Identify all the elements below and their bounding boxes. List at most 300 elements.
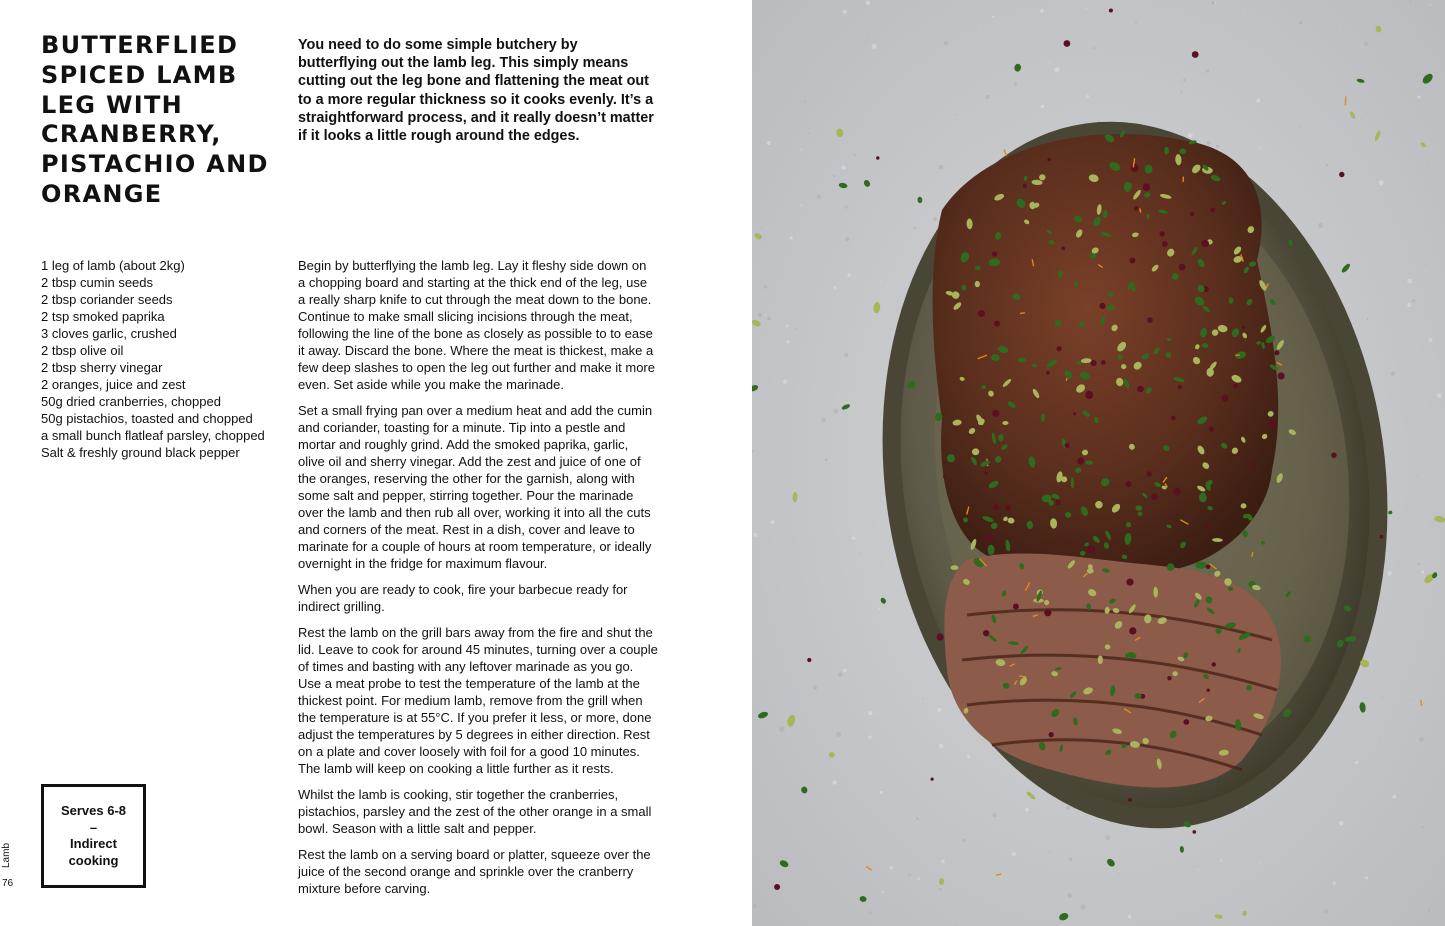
method-line: marinate for a couple of hours at room temperature, or ideally: [298, 539, 652, 554]
cranberry-piece: [931, 778, 934, 781]
serves-box: [41, 784, 146, 888]
intro-line: cutting out the leg bone and flattening the meat out: [298, 73, 649, 90]
cloth-fleck: [786, 325, 789, 328]
ingredient-item: 2 tsp smoked paprika: [41, 309, 165, 324]
cloth-fleck: [841, 165, 845, 169]
intro-line: to a more regular thickness so it cooks evenly. It’s a: [298, 91, 654, 108]
section-label: Lamb: [1, 842, 12, 868]
cloth-fleck: [1206, 69, 1209, 72]
method-line: The lamb will keep on cooking a little further as it rests.: [298, 761, 614, 776]
cranberry-piece: [1206, 565, 1211, 570]
method-line: When you are ready to cook, fire your barbecue ready for: [298, 582, 628, 597]
cloth-fleck: [1417, 563, 1420, 566]
cranberry-piece: [1049, 732, 1054, 737]
cranberry-piece: [1151, 493, 1158, 500]
method-line: juice of the second orange and sprinkle over the cranberry: [298, 864, 634, 879]
cloth-fleck: [1412, 299, 1415, 302]
cranberry-piece: [1109, 9, 1113, 13]
method-line: bowl. Season with a little salt and pepper.: [298, 821, 537, 836]
cloth-fleck: [805, 815, 807, 817]
cloth-fleck: [1430, 4, 1432, 6]
cranberry-piece: [1209, 426, 1214, 431]
cloth-fleck: [1239, 13, 1241, 15]
method-paragraph: [298, 402, 678, 572]
cloth-fleck: [1410, 699, 1412, 701]
cloth-fleck: [767, 317, 771, 321]
cloth-fleck: [913, 227, 916, 230]
cloth-fleck: [825, 458, 828, 461]
cranberry-piece: [1278, 372, 1285, 379]
method-line: lid. Leave to cook for around 45 minutes, turning over a couple: [298, 642, 658, 657]
intro-line: straightforward process, and it really doesn’t matter: [298, 109, 654, 126]
cloth-fleck: [936, 885, 937, 886]
cranberry-piece: [1130, 258, 1136, 264]
method-line: a chopping board and starting at the thick end of the leg, use: [298, 275, 648, 290]
cloth-fleck: [753, 533, 757, 537]
cranberry-piece: [1129, 627, 1136, 634]
cloth-fleck: [1135, 21, 1137, 23]
cranberry-piece: [876, 156, 879, 159]
cloth-fleck: [1181, 91, 1183, 93]
ingredient-item: 2 oranges, juice and zest: [41, 377, 186, 392]
cloth-fleck: [859, 553, 861, 555]
cloth-fleck: [1419, 737, 1424, 742]
ingredient-item: a small bunch flatleaf parsley, chopped: [41, 428, 265, 443]
cranberry-piece: [1005, 505, 1010, 510]
cloth-fleck: [821, 418, 825, 422]
cloth-fleck: [838, 672, 843, 677]
cloth-fleck: [761, 226, 763, 228]
cranberry-piece: [992, 251, 997, 256]
cranberry-piece: [1126, 579, 1133, 586]
cranberry-piece: [1125, 481, 1131, 487]
method-line: even. Set aside while you make the marinade.: [298, 377, 564, 392]
cloth-fleck: [1392, 795, 1396, 799]
method-paragraph: [298, 257, 678, 393]
cloth-fleck: [767, 141, 771, 145]
cranberry-piece: [1147, 317, 1153, 323]
cloth-fleck: [1128, 915, 1132, 919]
method-line: Begin by butterflying the lamb leg. Lay it fleshy side down on: [298, 258, 647, 273]
cloth-fleck: [1299, 126, 1301, 128]
cranberry-piece: [1091, 360, 1097, 366]
method-line: Use a meat probe to test the temperature of the lamb at the: [298, 676, 640, 691]
cloth-fleck: [1014, 82, 1017, 85]
cloth-fleck: [1183, 79, 1186, 82]
cloth-fleck: [1256, 98, 1260, 102]
cranberry-piece: [978, 310, 985, 317]
cloth-fleck: [1067, 893, 1072, 898]
method-line: olive oil and sherry vinegar. Add the zest and juice of one of: [298, 454, 641, 469]
cranberry-piece: [984, 471, 988, 475]
cranberry-piece: [1331, 453, 1337, 459]
ingredient-item: 2 tbsp olive oil: [41, 343, 124, 358]
cloth-fleck: [808, 132, 810, 134]
cloth-fleck: [1416, 476, 1417, 477]
cloth-fleck: [804, 100, 806, 102]
cloth-fleck: [833, 780, 837, 784]
cranberry-piece: [1242, 326, 1245, 329]
method-line: adjust the temperatures by 5 degrees in either direction. Rest: [298, 727, 650, 742]
cranberry-piece: [1207, 689, 1210, 692]
cloth-fleck: [1422, 826, 1424, 828]
method-line: Whilst the lamb is cooking, stir together the cranberries,: [298, 787, 619, 802]
ingredients-list: [41, 257, 265, 461]
ingredient-item: 2 tbsp cumin seeds: [41, 275, 154, 290]
serves-line: Indirect: [70, 836, 117, 851]
cloth-fleck: [918, 877, 920, 879]
cloth-fleck: [845, 206, 848, 209]
cranberry-piece: [1183, 719, 1189, 725]
cloth-fleck: [1181, 131, 1182, 132]
cloth-fleck: [980, 25, 981, 26]
cranberry-piece: [943, 475, 946, 478]
method-paragraph: [298, 846, 678, 897]
title-line: ORANGE: [41, 179, 163, 208]
cloth-fleck: [944, 41, 948, 45]
cloth-fleck: [1105, 835, 1110, 840]
cloth-fleck: [880, 791, 883, 794]
cranberry-piece: [1162, 241, 1168, 247]
cloth-fleck: [1259, 147, 1261, 149]
cloth-fleck: [1085, 8, 1087, 10]
cranberry-piece: [1023, 184, 1027, 188]
cranberry-piece: [1380, 535, 1384, 539]
cloth-fleck: [1041, 105, 1045, 109]
method-line: of times and basting with any leftover marinade as you go.: [298, 659, 634, 674]
cloth-fleck: [941, 860, 945, 864]
cranberry-piece: [1171, 416, 1176, 421]
cloth-fleck: [779, 727, 784, 732]
cloth-fleck: [1427, 164, 1429, 166]
method-line: and corners of the meat. Rest in a dish, cover and leave to: [298, 522, 635, 537]
cloth-fleck: [836, 732, 841, 737]
cloth-fleck: [795, 328, 797, 330]
cranberry-piece: [1339, 172, 1344, 177]
cloth-fleck: [1049, 61, 1051, 63]
cranberry-piece: [1088, 546, 1096, 554]
cloth-fleck: [1205, 7, 1206, 8]
cranberry-piece: [1128, 798, 1132, 802]
ingredient-item: 3 cloves garlic, crushed: [41, 326, 177, 341]
method-line: Continue to make small slicing incisions through the meat,: [298, 309, 633, 324]
cloth-fleck: [847, 273, 851, 277]
cloth-fleck: [1324, 910, 1328, 914]
page-number: 76: [2, 878, 14, 889]
cloth-fleck: [764, 285, 768, 289]
intro-line: You need to do some simple butchery by: [298, 37, 578, 53]
cloth-fleck: [872, 44, 877, 49]
cranberry-piece: [1061, 247, 1065, 251]
cloth-fleck: [1391, 372, 1395, 376]
cloth-fleck: [954, 114, 956, 116]
cloth-fleck: [843, 669, 847, 673]
cloth-fleck: [880, 281, 881, 282]
method-paragraph: [298, 624, 678, 777]
parsley-leaf: [1195, 562, 1207, 569]
ingredient-item: 2 tbsp coriander seeds: [41, 292, 173, 307]
cloth-fleck: [993, 813, 997, 817]
cloth-fleck: [834, 286, 837, 289]
title-line: BUTTERFLIED: [41, 31, 239, 59]
cloth-fleck: [992, 16, 994, 18]
cloth-fleck: [986, 95, 990, 99]
cranberry-piece: [1207, 525, 1211, 529]
title-line: LEG WITH: [41, 90, 184, 119]
cranberry-piece: [1233, 384, 1238, 389]
cloth-fleck: [1437, 393, 1442, 398]
method-line: the oranges, reserving the other for the garnish, along with: [298, 471, 635, 486]
cranberry-piece: [1057, 346, 1062, 351]
cloth-fleck: [868, 34, 870, 36]
ingredient-item: 50g dried cranberries, chopped: [41, 394, 221, 409]
method-line: following the line of the bone as closely as possible to to ease: [298, 326, 653, 341]
cloth-fleck: [1299, 21, 1302, 24]
cranberry-piece: [1178, 385, 1182, 389]
cloth-fleck: [829, 303, 831, 305]
cloth-fleck: [833, 409, 838, 414]
cranberry-piece: [1160, 231, 1165, 236]
cranberry-piece: [1146, 471, 1151, 476]
cloth-fleck: [1379, 741, 1380, 742]
cloth-fleck: [1066, 806, 1070, 810]
cranberry-piece: [937, 633, 944, 640]
cloth-fleck: [1086, 95, 1089, 98]
pistachio-piece: [1098, 656, 1103, 665]
method-line: the temperature is at 55°C. If you prefer it less, or more, done: [298, 710, 652, 725]
method-line: pistachios, parsley and the zest of the other orange in a small: [298, 804, 652, 819]
cranberry-piece: [1101, 360, 1106, 365]
cranberry-piece: [1201, 240, 1209, 248]
cloth-fleck: [843, 10, 847, 14]
cloth-fleck: [1081, 905, 1086, 910]
method-line: mortar and roughly grind. Add the smoked paprika, garlic,: [298, 437, 629, 452]
method-line: indirect grilling.: [298, 599, 385, 614]
cloth-fleck: [1409, 1, 1411, 3]
cloth-fleck: [770, 520, 774, 524]
cloth-fleck: [1417, 96, 1420, 99]
cranberry-piece: [1222, 395, 1229, 402]
cranberry-piece: [1190, 212, 1194, 216]
cloth-fleck: [916, 817, 919, 820]
ingredient-item: 1 leg of lamb (about 2kg): [41, 258, 185, 273]
method-line: and coriander, toasting for a minute. Tip into a pestle and: [298, 420, 626, 435]
cranberry-piece: [992, 410, 999, 417]
cloth-fleck: [783, 380, 787, 384]
cloth-fleck: [1388, 571, 1392, 575]
cloth-fleck: [1025, 808, 1029, 812]
cloth-fleck: [869, 911, 872, 914]
cranberry-piece: [1143, 183, 1151, 191]
cranberry-piece: [1065, 443, 1070, 448]
cloth-fleck: [908, 874, 911, 877]
cloth-fleck: [758, 313, 762, 317]
method-line: some salt and pepper, stirring together. Pour the marinade: [298, 488, 634, 503]
cloth-fleck: [939, 165, 944, 170]
cranberry-piece: [1192, 51, 1199, 58]
recipe-title: [41, 31, 281, 210]
method-steps: [298, 257, 678, 906]
cloth-fleck: [868, 711, 872, 715]
cloth-fleck: [881, 891, 883, 893]
cloth-fleck: [939, 888, 942, 891]
recipe-intro: [298, 36, 678, 145]
cloth-fleck: [800, 149, 802, 151]
cloth-fleck: [833, 175, 835, 177]
method-line: overnight in the fridge for maximum flavour.: [298, 556, 548, 571]
cranberry-piece: [1056, 500, 1061, 505]
method-line: thickest point. For medium lamb, remove from the grill when: [298, 693, 643, 708]
cloth-fleck: [937, 708, 942, 713]
title-line: CRANBERRY,: [41, 120, 222, 149]
cloth-fleck: [962, 839, 966, 843]
orange-zest: [1182, 177, 1184, 182]
cloth-fleck: [1215, 2, 1217, 4]
cranberry-piece: [1131, 164, 1139, 172]
cloth-fleck: [800, 205, 802, 207]
cranberry-piece: [1173, 488, 1181, 496]
cloth-fleck: [1379, 180, 1384, 185]
parsley-leaf: [1247, 685, 1252, 691]
cloth-fleck: [1381, 697, 1383, 699]
cranberry-piece: [1250, 462, 1254, 466]
cloth-fleck: [1326, 164, 1329, 167]
cloth-fleck: [1055, 67, 1060, 72]
method-paragraph: [298, 786, 678, 837]
cloth-fleck: [939, 744, 943, 748]
method-line: Rest the lamb on the grill bars away from the fire and shut the: [298, 625, 653, 640]
cloth-fleck: [1364, 42, 1368, 46]
cloth-fleck: [967, 755, 970, 758]
serves-line: cooking: [68, 852, 119, 868]
cranberry-piece: [1099, 303, 1105, 309]
cloth-fleck: [854, 154, 856, 156]
cranberry-piece: [807, 658, 811, 662]
cranberry-piece: [1085, 391, 1093, 399]
cranberry-piece: [986, 534, 993, 541]
cranberry-piece: [1212, 662, 1216, 666]
cloth-fleck: [817, 194, 821, 198]
cloth-fleck: [1220, 860, 1222, 862]
cloth-fleck: [1245, 806, 1248, 809]
cloth-fleck: [1428, 338, 1432, 342]
cloth-fleck: [933, 217, 937, 221]
cranberry-piece: [1047, 158, 1051, 162]
cloth-fleck: [1049, 852, 1051, 854]
cranberry-piece: [1268, 421, 1275, 428]
cloth-fleck: [1421, 570, 1424, 573]
serves-line: Serves 6-8: [60, 803, 127, 818]
cranberry-piece: [1137, 386, 1144, 393]
serves-line: –: [89, 819, 98, 835]
cloth-fleck: [956, 190, 957, 191]
cloth-fleck: [922, 698, 924, 700]
cloth-fleck: [1197, 869, 1199, 871]
cranberry-piece: [994, 321, 1000, 327]
cloth-fleck: [1207, 141, 1211, 145]
cranberry-piece: [1044, 609, 1051, 616]
cloth-fleck: [753, 904, 757, 908]
cloth-fleck: [1367, 318, 1369, 320]
cloth-fleck: [956, 924, 957, 925]
cloth-fleck: [790, 236, 793, 239]
method-paragraph: [298, 581, 678, 615]
cloth-fleck: [1407, 303, 1411, 307]
cranberry-piece: [1167, 676, 1171, 680]
cloth-fleck: [890, 866, 894, 870]
title-line: PISTACHIO AND: [41, 150, 269, 179]
cloth-fleck: [1362, 119, 1364, 121]
cloth-fleck: [1117, 873, 1119, 875]
cloth-fleck: [866, 1, 871, 6]
cloth-fleck: [1211, 1, 1214, 4]
cloth-fleck: [878, 608, 880, 610]
cranberry-piece: [1064, 40, 1071, 47]
ingredient-item: Salt & freshly ground black pepper: [41, 445, 240, 460]
method-line: on a plate and cover loosely with foil for a good 10 minutes.: [298, 744, 640, 759]
cloth-fleck: [1431, 427, 1432, 428]
cloth-fleck: [1365, 876, 1368, 879]
intro-line: butterflying out the lamb leg. This simply means: [298, 55, 629, 72]
method-line: few deep slashes to open the leg out further and make it more: [298, 360, 655, 375]
cloth-fleck: [1188, 133, 1193, 138]
cranberry-piece: [1134, 206, 1138, 210]
cranberry-piece: [1077, 457, 1084, 464]
cloth-fleck: [1407, 279, 1412, 284]
pistachio-piece: [829, 752, 835, 758]
cranberry-piece: [774, 884, 780, 890]
cloth-fleck: [1339, 821, 1343, 825]
ingredient-item: 50g pistachios, toasted and chopped: [41, 411, 253, 426]
cranberry-piece: [1073, 412, 1076, 415]
roast-lamb: [933, 134, 1279, 575]
cloth-fleck: [1216, 145, 1219, 148]
method-line: it away. Discard the bone. Where the meat is thickest, make a: [298, 343, 654, 358]
cloth-fleck: [1428, 910, 1430, 912]
intro-line: if it looks a little rough around the edges.: [298, 128, 580, 145]
cranberry-piece: [1274, 350, 1279, 355]
method-line: Rest the lamb on a serving board or platter, squeeze over the: [298, 847, 651, 862]
cranberry-piece: [1193, 830, 1197, 834]
orange-zest: [1235, 354, 1239, 355]
cloth-fleck: [765, 314, 767, 316]
cranberry-piece: [1179, 264, 1186, 271]
cloth-fleck: [1093, 47, 1095, 49]
cloth-fleck: [844, 353, 848, 357]
method-line: Set a small frying pan over a medium heat and add the cumin: [298, 403, 653, 418]
cloth-fleck: [1355, 761, 1358, 764]
cloth-fleck: [813, 686, 817, 690]
cloth-fleck: [852, 537, 855, 540]
method-line: mixture before carving.: [298, 881, 431, 896]
cloth-fleck: [1340, 28, 1341, 29]
cloth-fleck: [1012, 852, 1016, 856]
title-line: SPICED LAMB: [41, 60, 238, 89]
cloth-fleck: [786, 340, 789, 343]
method-line: a really sharp knife to cut through the meat down to the bone.: [298, 292, 652, 307]
cloth-fleck: [868, 735, 871, 738]
lamb-platter-photo: [752, 0, 1445, 926]
cranberry-piece: [1210, 208, 1215, 213]
parsley-leaf: [1135, 505, 1142, 510]
method-line: over the lamb and then rub all over, working it into all the cuts: [298, 505, 651, 520]
cranberry-piece: [1046, 371, 1050, 375]
ingredient-item: 2 tbsp sherry vinegar: [41, 360, 163, 375]
cloth-fleck: [1040, 9, 1044, 13]
cloth-fleck: [1069, 858, 1073, 862]
cloth-fleck: [1318, 223, 1323, 228]
cloth-fleck: [845, 237, 849, 241]
